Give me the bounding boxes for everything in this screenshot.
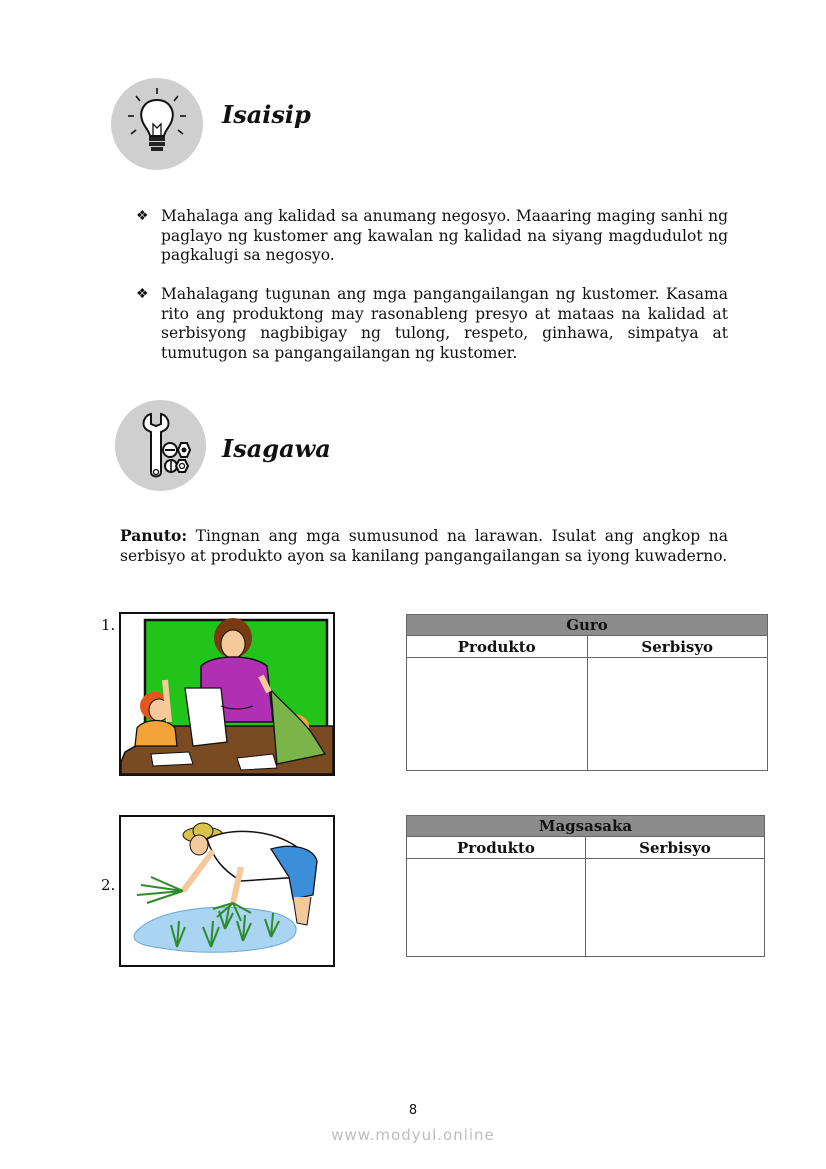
isaisip-bullet-1 [136, 207, 728, 266]
magsasaka-table [406, 815, 765, 957]
serbisyo-header: Serbisyo [587, 636, 768, 658]
bullet-text: Mahalagang tugunan ang mga pangangailangan ng kustomer. Kasama rito ang produktong may rasonableng presyo at mataas na kalidad at serbisyong nagbibigay ng tulong, respeto, ginhawa, simpatya at tumutugon sa pangangailangan ng kustomer. [161, 285, 728, 362]
serbisyo-answer-cell[interactable] [587, 658, 768, 771]
item-number-1: 1. [101, 616, 116, 634]
serbisyo-header: Serbisyo [586, 837, 765, 859]
bullet-text: Mahalaga ang kalidad sa anumang negosyo. Maaaring maging sanhi ng paglayo ng kustomer ang kawalan ng kalidad na siyang magdudulot ng pagkalugi sa negosyo. [161, 207, 728, 264]
diamond-bullet-icon: ❖ [136, 286, 149, 302]
watermark: www.modyul.online [331, 1126, 495, 1144]
panuto-text: Tingnan ang mga sumusunod na larawan. Isulat ang angkop na serbisyo at produkto ayon sa kanilang pangangailangan sa iyong kuwaderno. [120, 527, 728, 565]
magsasaka-table-title: Magsasaka [407, 816, 765, 837]
panuto-label: Panuto: [120, 526, 188, 545]
isaisip-bullet-2 [136, 285, 728, 363]
farmer-planting-image [119, 815, 335, 967]
teacher-classroom-image [119, 612, 335, 776]
produkto-answer-cell[interactable] [407, 859, 586, 957]
produkto-header: Produkto [407, 636, 588, 658]
isaisip-title: Isaisip [222, 100, 311, 129]
item-number-2: 2. [101, 876, 116, 894]
tools-icon [115, 400, 206, 491]
produkto-header: Produkto [407, 837, 586, 859]
lightbulb-icon [111, 78, 203, 170]
serbisyo-answer-cell[interactable] [586, 859, 765, 957]
produkto-answer-cell[interactable] [407, 658, 588, 771]
diamond-bullet-icon: ❖ [136, 208, 149, 224]
guro-table [406, 614, 768, 771]
page-number: 8 [408, 1103, 418, 1118]
guro-table-title: Guro [407, 615, 768, 636]
isagawa-title: Isagawa [222, 434, 331, 463]
panuto-instructions [120, 526, 728, 566]
